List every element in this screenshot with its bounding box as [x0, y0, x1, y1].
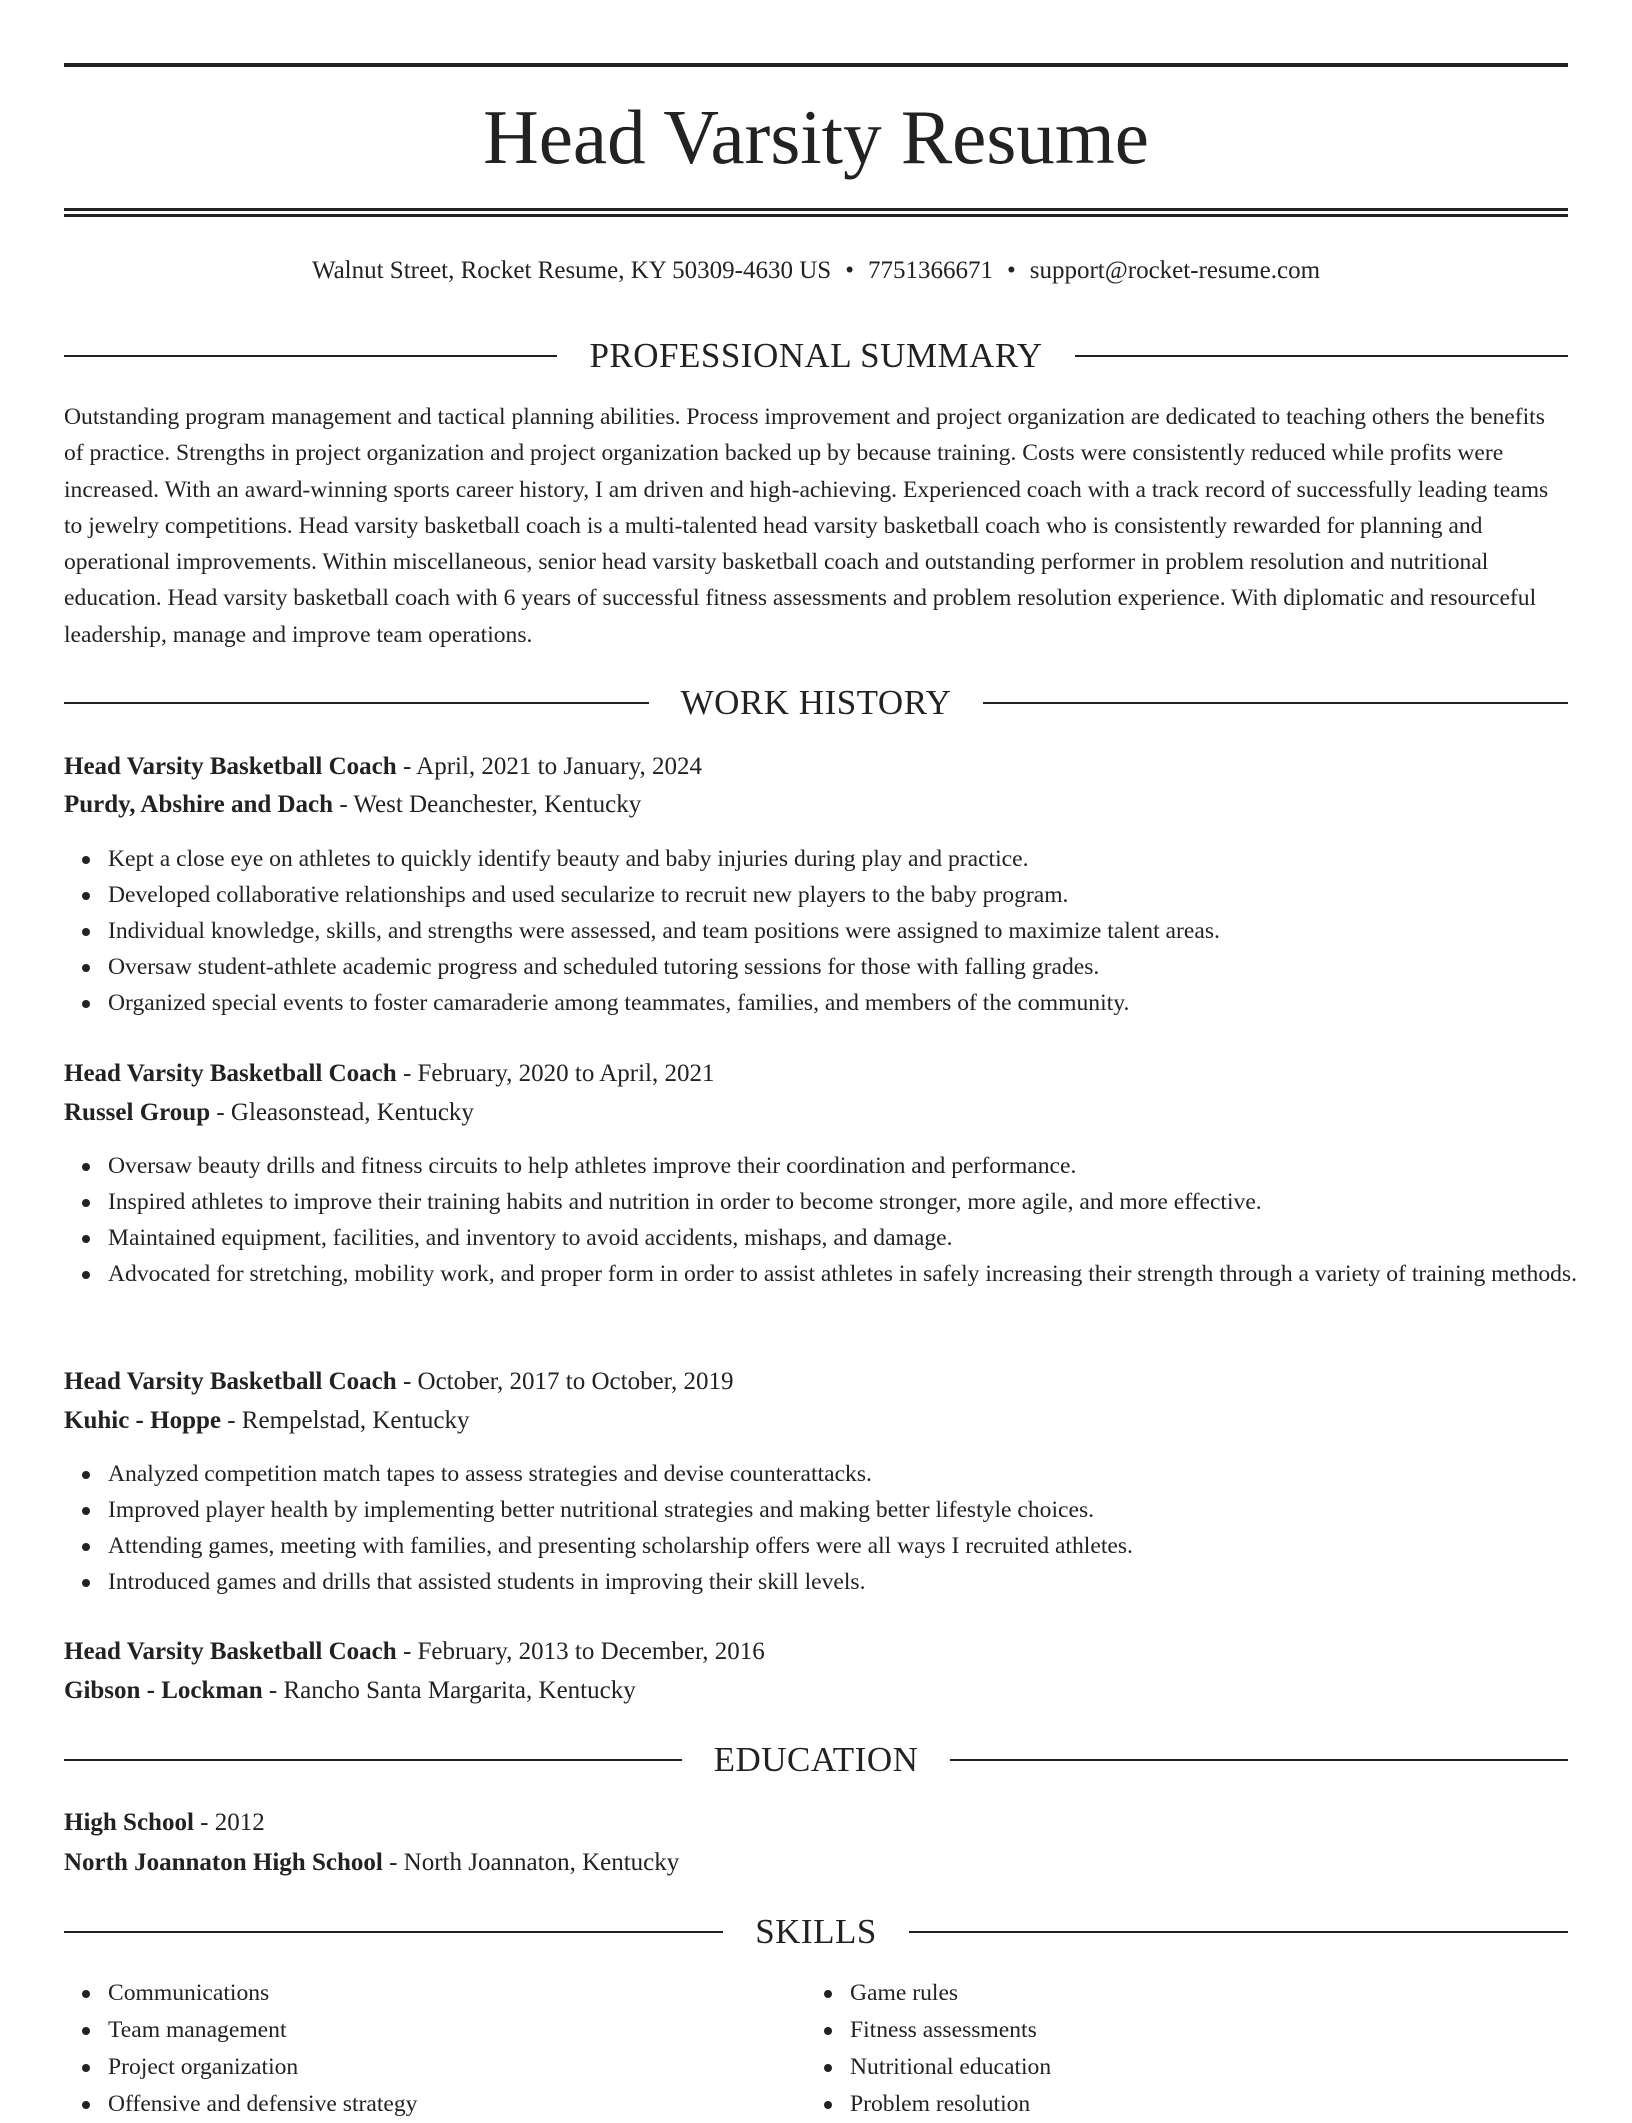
skill-item: Offensive and defensive strategy — [108, 2086, 808, 2123]
job-title-line — [64, 1634, 1568, 1670]
resume-title: Head Varsity Resume — [483, 94, 1149, 180]
job-bullet: Attending games, meeting with families, and presenting scholarship offers were all ways I recruited athletes. — [108, 1528, 1612, 1564]
heading-rule-left — [64, 1759, 682, 1761]
section-heading-work-history — [64, 681, 1568, 725]
education-school: North Joannaton High School — [64, 1849, 383, 1876]
top-rule — [64, 63, 1568, 67]
job-location: - Gleasonstead, Kentucky — [210, 1099, 474, 1126]
job-dates: - February, 2013 to December, 2016 — [396, 1638, 765, 1665]
skills-list-left — [64, 1975, 808, 2123]
section-title: WORK HISTORY — [680, 683, 952, 722]
job-dates: - February, 2020 to April, 2021 — [396, 1060, 715, 1087]
job-company-line — [64, 1673, 1568, 1709]
skill-item: Problem resolution — [850, 2086, 1550, 2123]
job-bullets — [64, 1456, 1612, 1600]
job-bullet: Oversaw student-athlete academic progress and scheduled tutoring sessions for those with falling grades. — [108, 949, 1612, 985]
job-dates: - October, 2017 to October, 2019 — [396, 1368, 734, 1395]
job-title-line — [64, 1056, 1568, 1092]
job-location: - West Deanchester, Kentucky — [333, 791, 642, 818]
education-degree: High School — [64, 1809, 194, 1836]
heading-rule-left — [64, 355, 557, 357]
job-title-line — [64, 749, 1568, 785]
skills-list-right — [806, 1975, 1550, 2123]
job-bullets — [64, 1148, 1612, 1292]
job-bullet: Inspired athletes to improve their training habits and nutrition in order to become stronger, more agile, and more effective. — [108, 1184, 1612, 1220]
heading-rule-left — [64, 1931, 723, 1933]
job-title: Head Varsity Basketball Coach — [64, 1060, 397, 1087]
contact-address: Walnut Street, Rocket Resume, KY 50309-4630 US — [311, 257, 832, 284]
job-bullet: Advocated for stretching, mobility work, and proper form in order to assist athletes in safely increasing their strength through a variety of training methods. — [108, 1256, 1612, 1292]
job-title-line — [64, 1364, 1568, 1400]
contact-email[interactable]: support@rocket-resume.com — [1029, 257, 1321, 284]
job-company: Russel Group — [64, 1099, 211, 1126]
skill-item: Team management — [108, 2012, 808, 2049]
section-title: SKILLS — [755, 1912, 877, 1951]
job-bullet: Maintained equipment, facilities, and inventory to avoid accidents, mishaps, and damage. — [108, 1220, 1612, 1256]
job-bullet: Introduced games and drills that assisted students in improving their skill levels. — [108, 1564, 1612, 1600]
job-bullet: Developed collaborative relationships and used secularize to recruit new players to the baby program. — [108, 877, 1612, 913]
heading-rule-right — [983, 702, 1568, 704]
skill-item: Fitness assessments — [850, 2012, 1550, 2049]
skill-item: Nutritional education — [850, 2049, 1550, 2086]
job-company-line — [64, 787, 1568, 823]
skill-item: Communications — [108, 1975, 808, 2012]
education-degree-line — [64, 1805, 1568, 1841]
job-company: Gibson - Lockman — [64, 1677, 263, 1704]
skill-item: Project organization — [108, 2049, 808, 2086]
contact-separator: • — [1006, 257, 1016, 284]
education-school-line — [64, 1845, 1568, 1881]
section-title: EDUCATION — [713, 1740, 919, 1779]
contact-line — [64, 254, 1568, 288]
job-company-line — [64, 1403, 1568, 1439]
job-title: Head Varsity Basketball Coach — [64, 753, 397, 780]
job-bullet: Organized special events to foster camaraderie among teammates, families, and members of the community. — [108, 985, 1612, 1021]
heading-rule-left — [64, 702, 649, 704]
job-company: Kuhic - Hoppe — [64, 1407, 221, 1434]
job-bullet: Analyzed competition match tapes to assess strategies and devise counterattacks. — [108, 1456, 1612, 1492]
job-location: - Rancho Santa Margarita, Kentucky — [262, 1677, 636, 1704]
job-title: Head Varsity Basketball Coach — [64, 1638, 397, 1665]
education-year: - 2012 — [193, 1809, 265, 1836]
job-location: - Rempelstad, Kentucky — [220, 1407, 470, 1434]
job-bullet: Individual knowledge, skills, and strengths were assessed, and team positions were assigned to maximize talent areas. — [108, 913, 1612, 949]
heading-rule-right — [909, 1931, 1568, 1933]
section-heading-skills — [64, 1910, 1568, 1954]
title-double-rule — [64, 208, 1568, 217]
job-bullet: Oversaw beauty drills and fitness circuits to help athletes improve their coordination and performance. — [108, 1148, 1612, 1184]
job-bullet: Improved player health by implementing better nutritional strategies and making better lifestyle choices. — [108, 1492, 1612, 1528]
contact-separator: • — [845, 257, 854, 284]
job-bullets — [64, 841, 1612, 1021]
contact-phone: 7751366671 — [867, 257, 993, 284]
job-title: Head Varsity Basketball Coach — [64, 1368, 397, 1395]
job-bullet: Kept a close eye on athletes to quickly identify beauty and baby injuries during play and practice. — [108, 841, 1612, 877]
section-heading-summary — [64, 334, 1568, 378]
skill-item: Game rules — [850, 1975, 1550, 2012]
education-location: - North Joannaton, Kentucky — [382, 1849, 680, 1876]
heading-rule-right — [950, 1759, 1568, 1761]
job-company: Purdy, Abshire and Dach — [64, 791, 334, 818]
job-dates: - April, 2021 to January, 2024 — [396, 753, 702, 780]
section-title: PROFESSIONAL SUMMARY — [589, 336, 1043, 375]
job-company-line — [64, 1095, 1568, 1131]
summary-paragraph: Outstanding program management and tactical planning abilities. Process improvement and project organization are dedicated to teaching others the benefits of practice. Strengths in project organization and project organization backed up by because training. Costs were consistently reduced while profits were increased. With an award-winning sports career history, I am driven and high-achieving. Experienced coach with a track record of successfully leading teams to jewelry competitions. Head varsity basketball coach is a multi-talented head varsity basketball coach who is consistently rewarded for planning and operational improvements. Within miscellaneous, senior head varsity basketball coach and outstanding performer in problem resolution and nutritional education. Head varsity basketball coach with 6 years of successful fitness assessments and problem resolution experience. With diplomatic and resourceful leadership, manage and improve team operations. — [64, 404, 1549, 648]
heading-rule-right — [1075, 355, 1568, 357]
section-heading-education — [64, 1738, 1568, 1782]
